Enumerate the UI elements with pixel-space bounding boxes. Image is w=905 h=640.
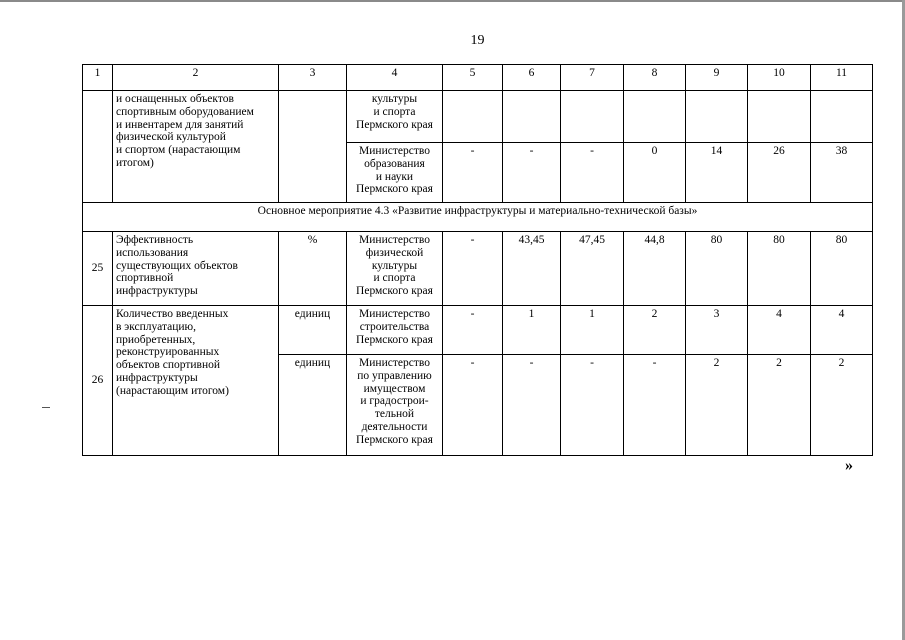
value-cell: -	[561, 355, 624, 456]
value-cell: 14	[686, 143, 748, 203]
table-row	[83, 91, 873, 143]
ministry-cell: Министерство по управлению имуществом и градострои- тельной деятельности Пермского края	[347, 355, 443, 456]
section-heading: Основное мероприятие 4.3 «Развитие инфраструктуры и материально-технической базы»	[83, 203, 873, 232]
value-cell	[748, 91, 811, 143]
scan-margin-tick	[42, 407, 50, 408]
col-header-4: 4	[347, 65, 443, 91]
value-cell: 2	[686, 355, 748, 456]
col-header-6: 6	[503, 65, 561, 91]
value-cell: -	[503, 355, 561, 456]
col-header-2: 2	[113, 65, 279, 91]
value-cell: -	[503, 143, 561, 203]
ministry-cell: культуры и спорта Пермского края	[347, 91, 443, 143]
value-cell: -	[443, 143, 503, 203]
col-header-1: 1	[83, 65, 113, 91]
indicator-description: Эффективность использования существующих объектов спортивной инфраструктуры	[113, 232, 279, 306]
data-table	[82, 64, 873, 456]
value-cell: 2	[811, 355, 873, 456]
value-cell: 38	[811, 143, 873, 203]
value-cell: 4	[748, 306, 811, 355]
value-cell	[503, 91, 561, 143]
unit-cell	[279, 91, 347, 203]
unit-cell: %	[279, 232, 347, 306]
table-row	[83, 306, 873, 355]
closing-quote-mark: »	[845, 457, 853, 474]
value-cell: 80	[686, 232, 748, 306]
value-cell: -	[624, 355, 686, 456]
value-cell: -	[443, 355, 503, 456]
indicator-description: Количество введенных в эксплуатацию, приобретенных, реконструированных объектов спортивной инфраструктуры (нарастающим итогом)	[113, 306, 279, 456]
row-number: 25	[83, 232, 113, 306]
value-cell	[811, 91, 873, 143]
col-header-5: 5	[443, 65, 503, 91]
col-header-8: 8	[624, 65, 686, 91]
value-cell: 2	[748, 355, 811, 456]
value-cell: 0	[624, 143, 686, 203]
col-header-10: 10	[748, 65, 811, 91]
value-cell: 4	[811, 306, 873, 355]
value-cell: 43,45	[503, 232, 561, 306]
value-cell	[561, 91, 624, 143]
unit-cell: единиц	[279, 355, 347, 456]
value-cell: 47,45	[561, 232, 624, 306]
value-cell	[624, 91, 686, 143]
value-cell: 80	[748, 232, 811, 306]
value-cell: -	[443, 306, 503, 355]
col-header-7: 7	[561, 65, 624, 91]
row-number-cell	[83, 91, 113, 203]
value-cell: -	[561, 143, 624, 203]
table-header-row	[83, 65, 873, 91]
value-cell: 3	[686, 306, 748, 355]
value-cell	[443, 91, 503, 143]
value-cell: 80	[811, 232, 873, 306]
indicator-description: и оснащенных объектов спортивным оборудованием и инвентарем для занятий физической культурой и спортом (нарастающим итогом)	[113, 91, 279, 203]
value-cell: 1	[503, 306, 561, 355]
value-cell: 1	[561, 306, 624, 355]
ministry-cell: Министерство строительства Пермского края	[347, 306, 443, 355]
col-header-3: 3	[279, 65, 347, 91]
unit-cell: единиц	[279, 306, 347, 355]
value-cell: 2	[624, 306, 686, 355]
value-cell: -	[443, 232, 503, 306]
scan-edge-top	[0, 0, 905, 2]
ministry-cell: Министерство образования и науки Пермского края	[347, 143, 443, 203]
table-row	[83, 232, 873, 306]
ministry-cell: Министерство физической культуры и спорта Пермского края	[347, 232, 443, 306]
value-cell	[686, 91, 748, 143]
col-header-11: 11	[811, 65, 873, 91]
row-number: 26	[83, 306, 113, 456]
value-cell: 44,8	[624, 232, 686, 306]
section-heading-row	[83, 203, 873, 232]
value-cell: 26	[748, 143, 811, 203]
page-number: 19	[470, 33, 485, 48]
col-header-9: 9	[686, 65, 748, 91]
